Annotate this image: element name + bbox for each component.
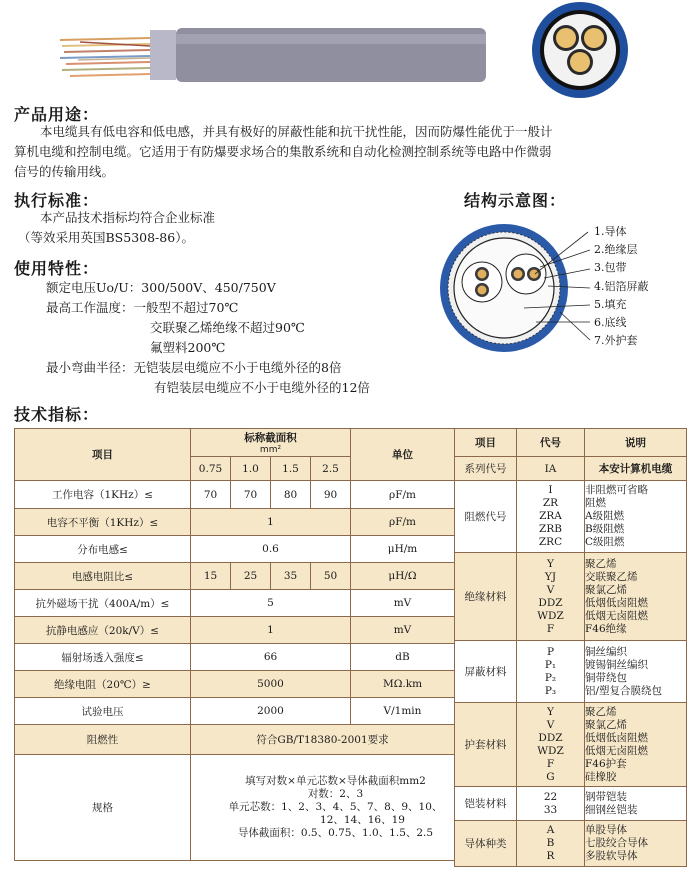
row-val: 符合GB/T18380-2001要求 <box>191 725 455 755</box>
label-outer-jacket: 7.外护套 <box>594 334 638 348</box>
table-row <box>15 725 455 755</box>
usage-line: 本电缆具有低电容和低电感，并具有极好的屏蔽性能和抗干扰性能，因而防爆性能优于一般计 <box>40 124 553 139</box>
group-name: 屏蔽材料 <box>455 641 517 703</box>
usage-line: 信号的传输用线。 <box>14 164 115 179</box>
label-drain: 6.底线 <box>594 316 627 330</box>
row-val: 80 <box>271 481 311 509</box>
features-list <box>46 278 370 398</box>
feature-temp-fluoro: 氟塑料200℃ <box>150 340 226 355</box>
right-header-desc: 说明 <box>585 429 687 457</box>
table-row <box>15 644 455 671</box>
standard-line: 本产品技术指标均符合企业标准 <box>40 210 216 225</box>
row-val: 50 <box>311 563 351 590</box>
tech-title: 技术指标： <box>14 405 100 424</box>
row-val: 70 <box>191 481 231 509</box>
group-codes: P P₁ P₂ P₃ <box>517 641 585 703</box>
row-unit: ρF/m <box>351 509 455 536</box>
series-item: 系列代号 <box>455 457 517 481</box>
standard-line: （等效采用英国BS5308-86）。 <box>18 230 194 245</box>
header-item: 项目 <box>15 429 191 481</box>
table-row <box>15 590 455 617</box>
group-name: 导体种类 <box>455 821 517 867</box>
spec-text: 填写对数×单元芯数×导体截面积mm2 对数：2、3 单元芯数：1、2、3、4、5、7、8、9、10、 12、14、16、19 导体截面积：0.5、0.75、1.0、1.5、2.5 <box>191 755 455 861</box>
group-row <box>455 481 687 553</box>
usage-title: 产品用途： <box>14 105 100 124</box>
table-row <box>15 563 455 590</box>
row-val: 1 <box>191 617 351 644</box>
row-unit: ρF/m <box>351 481 455 509</box>
row-unit: mV <box>351 590 455 617</box>
row-val: 90 <box>311 481 351 509</box>
label-conductor: 1.导体 <box>594 225 627 238</box>
table-row <box>15 536 455 563</box>
row-unit: V/1min <box>351 698 455 725</box>
group-row <box>455 821 687 867</box>
row-item: 电感电阻比≤ <box>15 563 191 590</box>
right-header-code: 代号 <box>517 429 585 457</box>
structure-diagram <box>440 212 700 360</box>
group-name: 护套材料 <box>455 703 517 787</box>
row-item: 工作电容（1KHz）≤ <box>15 481 191 509</box>
pair-right <box>506 254 546 294</box>
shield-segment <box>150 30 176 80</box>
header-unit: 单位 <box>351 429 455 481</box>
group-codes: 22 33 <box>517 787 585 821</box>
row-item: 试验电压 <box>15 698 191 725</box>
row-item: 分布电感≤ <box>15 536 191 563</box>
group-descs: 非阻燃可省略 阻燃 A级阻燃 B级阻燃 C级阻燃 <box>585 481 687 553</box>
row-val: 25 <box>231 563 271 590</box>
row-val: 66 <box>191 644 351 671</box>
table-row <box>15 481 455 509</box>
label-insulation: 2.绝缘层 <box>594 243 638 257</box>
spec-table-right <box>454 428 687 867</box>
row-item: 绝缘电阻（20℃）≥ <box>15 671 191 698</box>
group-name: 绝缘材料 <box>455 553 517 641</box>
row-val: 5000 <box>191 671 351 698</box>
standard-text <box>14 208 215 248</box>
cross-section-small <box>532 2 628 98</box>
series-desc: 本安计算机电缆 <box>585 457 687 481</box>
usage-line: 算机电缆和控制电缆。它适用于有防爆要求场合的集散系统和自动化检测控制系统等电路中作微弱 <box>14 144 552 159</box>
group-name: 阻燃代号 <box>455 481 517 553</box>
structure-title: 结构示意图： <box>464 191 567 210</box>
group-descs: 铜丝编织 镀锡铜丝编织 铜带绕包 铝/塑复合膜绕包 <box>585 641 687 703</box>
group-codes: I ZR ZRA ZRB ZRC <box>517 481 585 553</box>
label-tape: 3.包带 <box>594 261 627 275</box>
feature-temp-xlpe: 交联聚乙烯绝缘不超过90℃ <box>150 320 305 335</box>
group-codes: A B R <box>517 821 585 867</box>
label-foil-shield: 4.铝箔屏蔽 <box>594 279 649 293</box>
row-unit: μH/Ω <box>351 563 455 590</box>
spec-row <box>15 755 455 861</box>
feature-bend-armored: 有铠装层电缆应不小于电缆外径的12倍 <box>154 380 370 395</box>
row-val: 35 <box>271 563 311 590</box>
row-val: 1 <box>191 509 351 536</box>
series-code: IA <box>517 457 585 481</box>
row-val: 70 <box>231 481 271 509</box>
label-filler: 5.填充 <box>594 297 627 311</box>
row-item: 阻燃性 <box>15 725 191 755</box>
row-item: 抗外磁场干扰（400A/m）≤ <box>15 590 191 617</box>
structure-labels <box>594 223 649 350</box>
size-col: 2.5 <box>311 457 351 481</box>
row-val: 5 <box>191 590 351 617</box>
row-item: 电容不平衡（1KHz）≤ <box>15 509 191 536</box>
table-row <box>15 698 455 725</box>
row-unit: dB <box>351 644 455 671</box>
group-codes: Y YJ V DDZ WDZ F <box>517 553 585 641</box>
feature-voltage: 额定电压Uo/U：300/500V、450/750V <box>46 280 276 295</box>
row-unit: MΩ.km <box>351 671 455 698</box>
row-unit: mV <box>351 617 455 644</box>
spec-table-left <box>14 428 455 861</box>
row-unit: μH/m <box>351 536 455 563</box>
cable-illustration <box>0 0 700 100</box>
header-section: 标称截面积 mm² <box>191 429 351 457</box>
size-col: 1.0 <box>231 457 271 481</box>
row-val: 0.6 <box>191 536 351 563</box>
group-row <box>455 553 687 641</box>
row-val: 2000 <box>191 698 351 725</box>
features-title: 使用特性： <box>14 259 100 278</box>
size-col: 1.5 <box>271 457 311 481</box>
row-item: 辐射场透入强度≤ <box>15 644 191 671</box>
usage-text <box>14 122 694 182</box>
feature-temp: 最高工作温度：一般型不超过70℃ <box>46 300 239 315</box>
feature-bend: 最小弯曲半径：无铠装层电缆应不小于电缆外径的8倍 <box>46 360 342 375</box>
standard-title: 执行标准： <box>14 191 100 210</box>
group-name: 铠装材料 <box>455 787 517 821</box>
right-header-item: 项目 <box>455 429 517 457</box>
group-descs: 聚乙烯 聚氯乙烯 低烟低卤阻燃 低烟无卤阻燃 F46护套 硅橡胶 <box>585 703 687 787</box>
wire-ends <box>60 38 150 76</box>
size-col: 0.75 <box>191 457 231 481</box>
group-descs: 钢带铠装 细钢丝铠装 <box>585 787 687 821</box>
group-codes: Y V DDZ WDZ F G <box>517 703 585 787</box>
group-descs: 聚乙烯 交联聚乙烯 聚氯乙烯 低烟低卤阻燃 低烟无卤阻燃 F46绝缘 <box>585 553 687 641</box>
group-descs: 单股导体 七股绞合导体 多股软导体 <box>585 821 687 867</box>
table-row <box>15 509 455 536</box>
group-row <box>455 641 687 703</box>
row-val: 15 <box>191 563 231 590</box>
table-row <box>15 671 455 698</box>
table-row <box>15 617 455 644</box>
pair-left <box>462 262 502 302</box>
row-item: 抗静电感应（20k/V）≤ <box>15 617 191 644</box>
group-row <box>455 787 687 821</box>
spec-label: 规格 <box>15 755 191 861</box>
group-row <box>455 703 687 787</box>
